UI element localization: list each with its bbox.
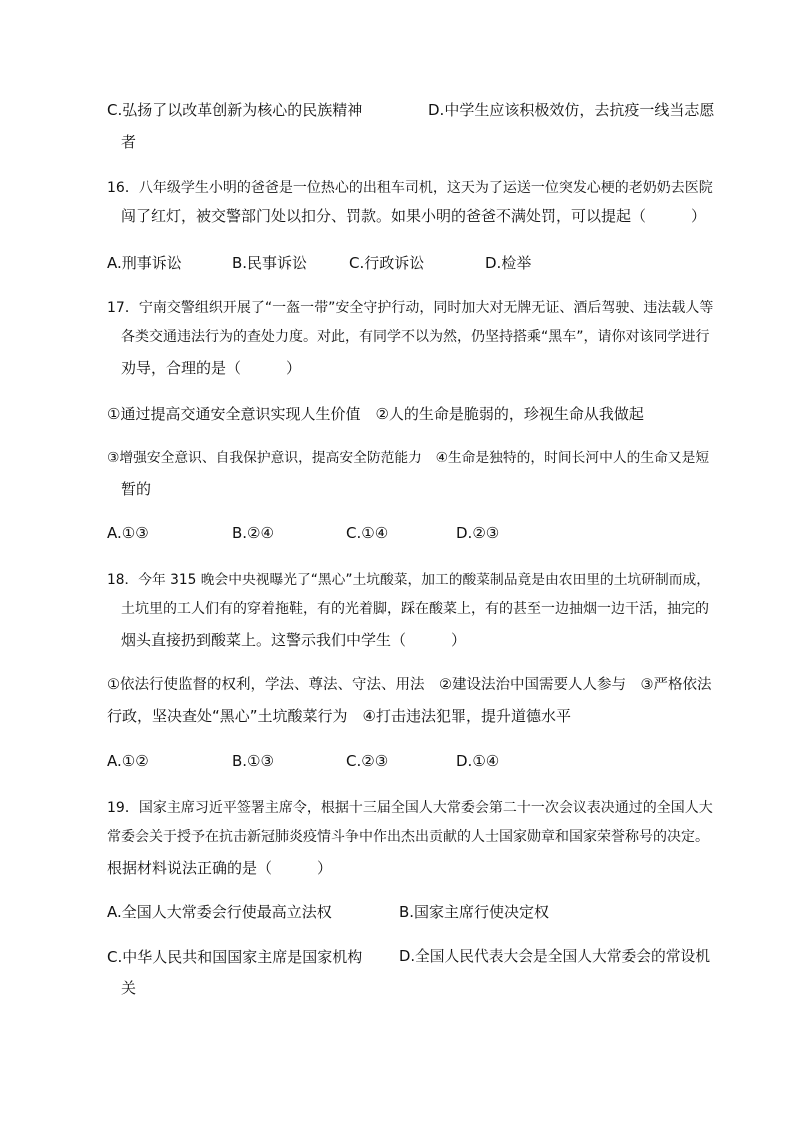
q19-option-d: D.全国人民代表大会是全国人大常委会的常设机 [399, 948, 711, 965]
q18-statements-line-1: ①依法行使监督的权利，学法、尊法、守法、用法 ②建设法治中国需要人人参与 ③严格依法 [107, 677, 712, 693]
q15-option-c: C.弘扬了以改革创新为核心的民族精神 [107, 101, 363, 119]
q18-option-c: C.②③ [346, 752, 389, 770]
q18-option-b: B.①③ [232, 752, 274, 770]
q17-option-b: B.②④ [232, 524, 274, 542]
q16-option-c: C.行政诉讼 [349, 254, 425, 272]
q19-stem-line-3: 根据材料说法正确的是（ ） [107, 859, 333, 877]
q16-option-d: D.检举 [485, 254, 532, 272]
q17-option-d: D.②③ [456, 524, 500, 542]
q19-stem-line-2: 常委会关于授予在抗击新冠肺炎疫情斗争中作出杰出贡献的人士国家勋章和国家荣誉称号的决定。 [107, 829, 709, 845]
q17-stem-line-1: 17．宁南交警组织开展了“一盔一带”安全守护行动，同时加大对无牌无证、酒后驾驶、违法载人等 [107, 300, 714, 316]
q17-option-a: A.①③ [107, 524, 149, 542]
q19-option-c-wrap: 关 [121, 979, 137, 997]
q18-option-d: D.①④ [456, 752, 500, 770]
q18-stem-line-2: 土坑里的工人们有的穿着拖鞋，有的光着脚，踩在酸菜上，有的甚至一边抽烟一边干活，抽完的 [121, 601, 709, 617]
q19-option-c: C.中华人民共和国国家主席是国家机构 [107, 948, 363, 966]
q17-statements-line-2: ③增强安全意识、自我保护意识，提高安全防范能力 ④生命是独特的，时间长河中人的生命又是短 [107, 450, 710, 466]
q19-option-b: B.国家主席行使决定权 [399, 903, 550, 921]
q18-option-a: A.①② [107, 752, 149, 770]
q16-stem-line-2: 闯了红灯，被交警部门处以扣分、罚款。如果小明的爸爸不满处罚，可以提起（ ） [121, 207, 707, 225]
q19-option-a: A.全国人大常委会行使最高立法权 [107, 903, 332, 921]
q17-stem-line-2: 各类交通违法行为的查处力度。对此，有同学不以为然，仍坚持搭乘“黑车”，请你对该同学进行 [121, 329, 710, 345]
q17-option-c: C.①④ [346, 524, 389, 542]
q15-option-d: D.中学生应该积极效仿，去抗疫一线当志愿 [428, 101, 715, 119]
q19-stem-line-1: 19．国家主席习近平签署主席令，根据十三届全国人大常委会第二十一次会议表决通过的全国人大 [107, 800, 713, 816]
q15-option-d-wrap: 者 [121, 133, 137, 151]
q16-option-b: B.民事诉讼 [232, 254, 308, 272]
q16-option-a: A.刑事诉讼 [107, 254, 182, 272]
q16-stem-line-1: 16．八年级学生小明的爸爸是一位热心的出租车司机，这天为了运送一位突发心梗的老奶奶去医院 [107, 180, 713, 196]
q17-statements-line-1: ①通过提高交通安全意识实现人生价值 ②人的生命是脆弱的，珍视生命从我做起 [107, 405, 644, 423]
q17-statements-line-3: 暂的 [121, 480, 152, 498]
q18-stem-line-3: 烟头直接扔到酸菜上。这警示我们中学生（ ） [121, 631, 467, 649]
q17-stem-line-3: 劝导，合理的是（ ） [121, 359, 302, 377]
q18-statements-line-2: 行政，坚决查处“黑心”土坑酸菜行为 ④打击违法犯罪，提升道德水平 [107, 707, 571, 725]
q18-stem-line-1: 18．今年 315 晚会中央视曝光了“黑心”土坑酸菜，加工的酸菜制品竟是由农田里的土坑研制而成， [107, 572, 710, 588]
